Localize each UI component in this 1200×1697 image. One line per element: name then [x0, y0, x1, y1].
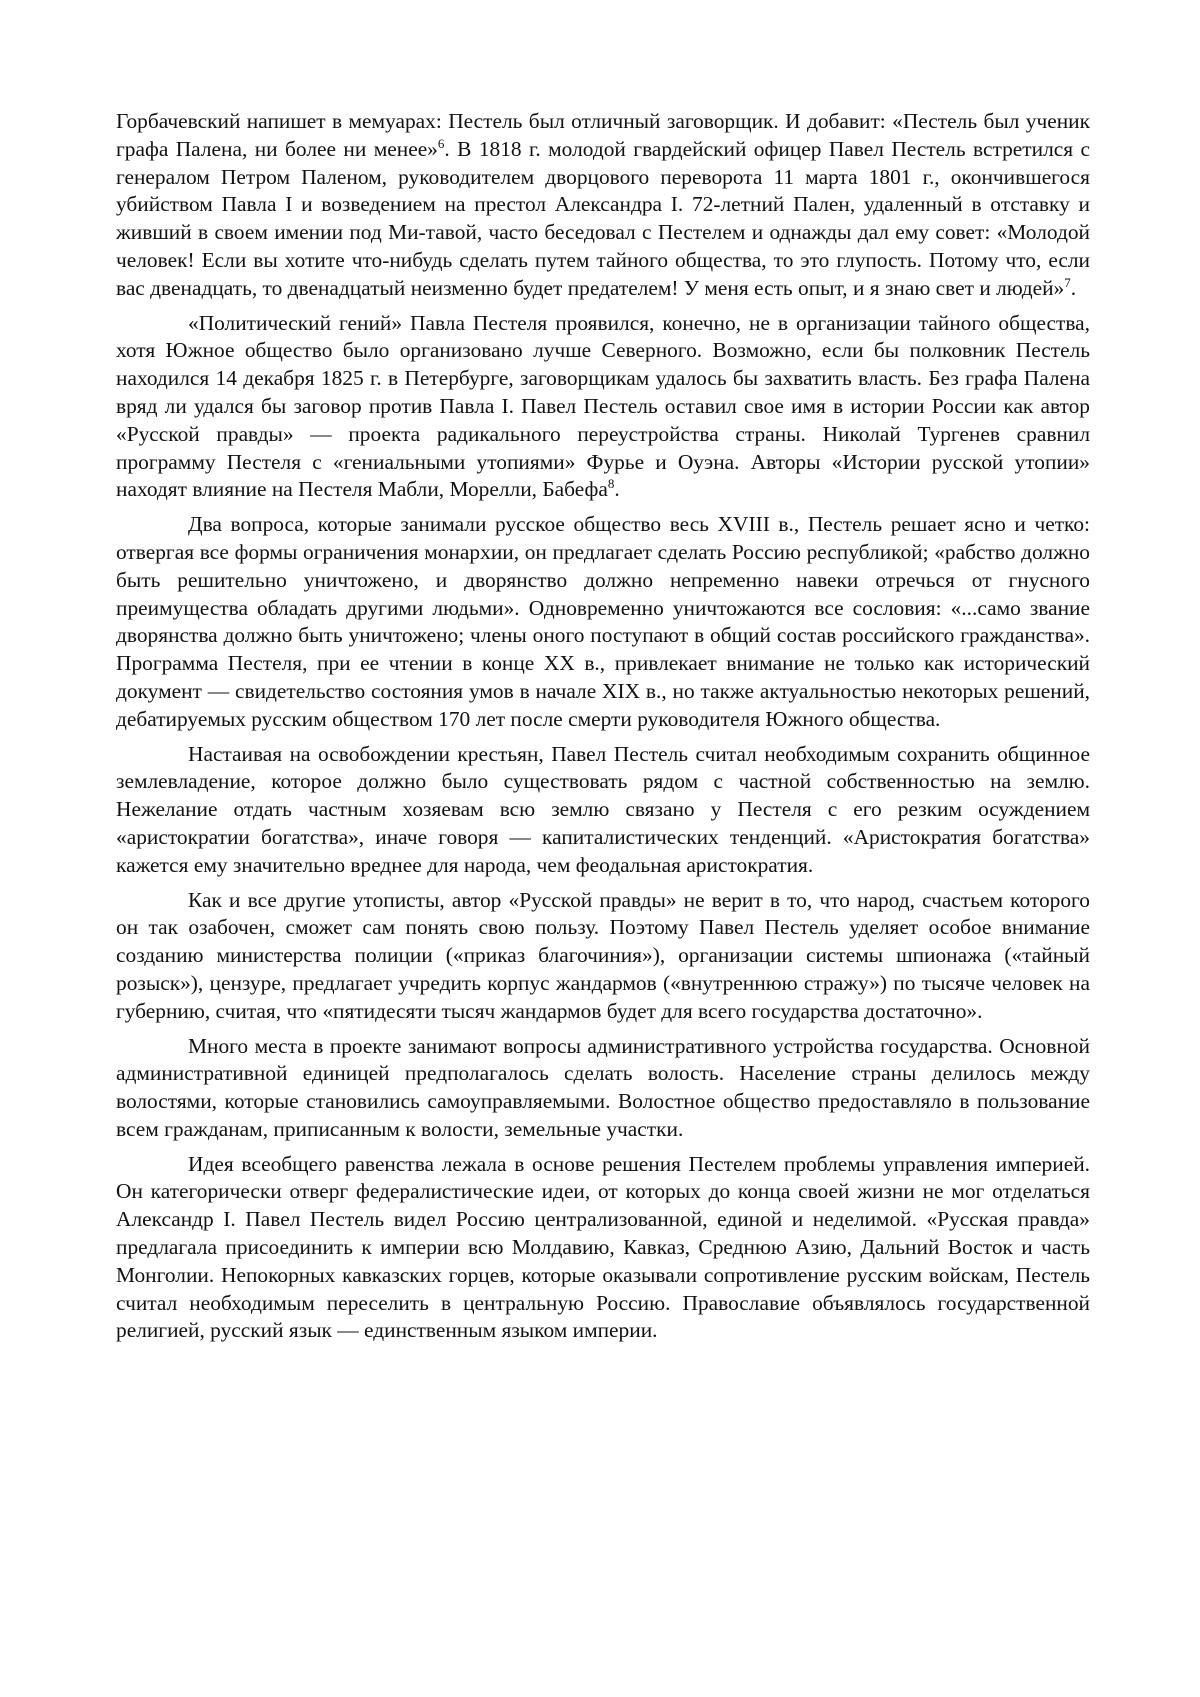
footnote-marker: 8	[607, 476, 615, 492]
paragraph-text: Горбачевский напишет в мемуарах: Пестель был отличный заговорщик. И добавит: «Пестель был ученик графа Палена, ни более ни менее»	[116, 109, 1090, 161]
paragraph-text: Настаивая на освобождении крестьян, Павел Пестель считал необходимым сохранить общинное землевладение, которое должно было существовать рядом с частной собственностью на землю. Нежелание отдать частным хозяевам всю землю связано у Пестеля с его резким осуждением «аристократии богатства», иначе говоря — капиталистических тенденций. «Аристократия богатства» кажется ему значительно вреднее для народа, чем феодальная аристократия.	[116, 741, 1090, 877]
footnote-marker: 7	[1064, 274, 1071, 290]
paragraph-7	[116, 1151, 1090, 1346]
paragraph-text: Идея всеобщего равенства лежала в основе решения Пестелем проблемы управления империей. Он категорически отверг федералистические идеи, от которых до конца своей жизни не мог отделаться Александр I. Павел Пестель видел Россию централизованной, единой и неделимой. «Русская правда» предлагала присоединить к империи всю Молдавию, Кавказ, Среднюю Азию, Дальний Восток и часть Монголии. Непокорных кавказских горцев, которые оказывали сопротивление русским войскам, Пестель считал необходимым переселить в центральную Россию. Православие объявлялось государственной религией, русский язык — единственным языком империи.	[116, 1151, 1090, 1343]
paragraph-text: .	[1070, 275, 1077, 300]
document-page	[116, 108, 1090, 1352]
paragraph-5	[116, 887, 1090, 1026]
paragraph-text: . В 1818 г. молодой гвардейский офицер Павел Пестель встретился с генералом Петром Паленом, руководителем дворцового переворота 11 марта 1801 г., окончившегося убийством Павла I и возведением на престол Александра I. 72-летний Пален, удаленный в отставку и живший в своем имении под Ми-тавой, часто беседовал с Пестелем и однажды дал ему совет: «Молодой человек! Если вы хотите что-нибудь сделать путем тайного общества, то это глупость. Потому что, если вас двенадцать, то двенадцатый неизменно будет предателем! У меня есть опыт, и я знаю свет и людей»	[116, 136, 1090, 300]
footnote-marker: 6	[437, 135, 445, 151]
paragraph-1	[116, 108, 1090, 303]
paragraph-2	[116, 310, 1090, 505]
paragraph-3	[116, 511, 1090, 733]
paragraph-4	[116, 741, 1090, 880]
paragraph-text: Два вопроса, которые занимали русское общество весь XVIII в., Пестель решает ясно и четко: отвергая все формы ограничения монархии, он предлагает сделать Россию республикой; «рабство должно быть решительно уничтожено, и дворянство должно непременно навеки отречься от гнусного преимущества обладать другими людьми». Одновременно уничтожаются все сословия: «...само звание дворянства должно быть уничтожено; члены оного поступают в общий состав российского гражданства». Программа Пестеля, при ее чтении в конце XX в., привлекает внимание не только как исторический документ — свидетельство состояния умов в начале XIX в., но также актуальностью некоторых решений, дебатируемых русским обществом 170 лет после смерти руководителя Южного общества.	[116, 512, 1090, 731]
paragraph-text: Много места в проекте занимают вопросы административного устройства государства. Основной административной единицей предполагалось сделать волость. Население страны делилось между волостями, которые становились самоуправляемыми. Волостное общество предоставляло в пользование всем гражданам, приписанным к волости, земельные участки.	[116, 1033, 1090, 1141]
paragraph-text: .	[614, 477, 620, 502]
paragraph-text: Как и все другие утописты, автор «Русской правды» не верит в то, что народ, счастьем которого он так озабочен, сможет сам понять свою пользу. Поэтому Павел Пестель уделяет особое внимание созданию министерства полиции («приказ благочиния»), организации системы шпионажа («тайный розыск»), цензуре, предлагает учредить корпус жандармов («внутреннюю стражу») по тысяче человек на губернию, считая, что «пятидесяти тысяч жандармов будет для всего государства достаточно».	[116, 887, 1090, 1023]
paragraph-6	[116, 1033, 1090, 1144]
paragraph-text: «Политический гений» Павла Пестеля проявился, конечно, не в организации тайного общества, хотя Южное общество было организовано лучше Северного. Возможно, если бы полковник Пестель находился 14 декабря 1825 г. в Петербурге, заговорщикам удалось бы захватить власть. Без графа Палена вряд ли удался бы заговор против Павла I. Павел Пестель оставил свое имя в истории России как автор «Русской правды» — проекта радикального переустройства страны. Николай Тургенев сравнил программу Пестеля с «гениальными утопиями» Фурье и Оуэна. Авторы «Истории русской утопии» находят влияние на Пестеля Мабли, Морелли, Бабефа	[116, 310, 1090, 502]
